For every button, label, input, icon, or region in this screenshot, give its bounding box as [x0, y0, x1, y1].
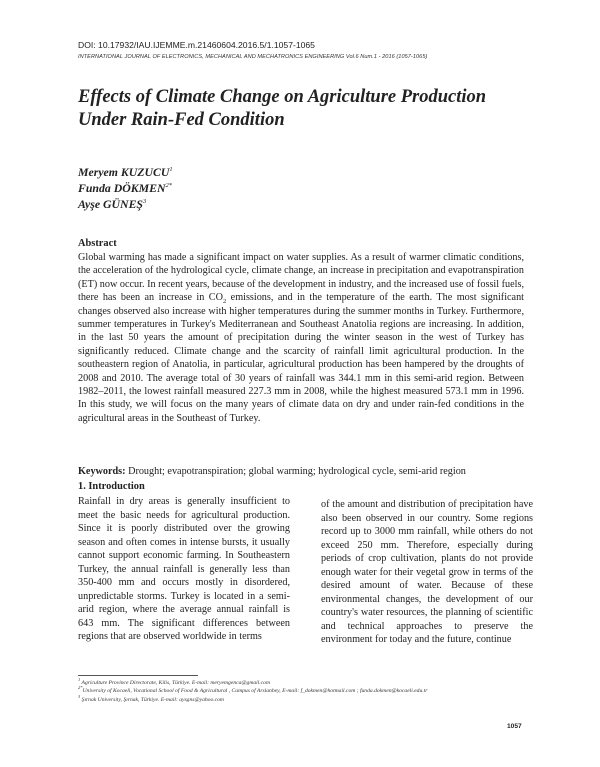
keywords-text: Drought; evapotranspiration; global warming; hydrological cycle, semi-arid region	[125, 466, 466, 477]
keywords-label: Keywords:	[78, 466, 126, 477]
abstract-text: Global warming has made a significant impact on water supplies. As a result of warmer climatic conditions, the acceleration of the hydrological cycle, climate change, an increase in precipitation and evapotranspiration (ET) now occur. In recent years, because of the development in industry, and the increased use of fossil fuels, there has been an increase in $CO_2$ emissions, and in the temperature of the earth. The most significant changes observed also increase with higher temperatures during the summer months in Turkey. Furthermore, summer temperatures in Turkey's Mediterranean and Southeast Anatolia regions are increasing. In addition, in the last 50 years the amount of precipitation during the winter season in the west of Turkey has significantly reduced. Climate change and the scarcity of rainfall limit agricultural production. In the southeastern region of Anatolia, in particular, agricultural production has been hampered by the droughts of 2008 and 2010. The average total of 30 years of rainfall was 344.1 mm in this semi-arid region. Between 1982–2011, the lowest rainfall measured 227.3 mm in 2008, while the highest measured 573.1 mm in 1996. In this study, we will focus on the many years of climate data on dry and under rain-fed conditions in the agricultural areas in the Southeast of Turkey.	[78, 252, 524, 424]
author: Meryem KUZUCU$^1$	[78, 165, 173, 179]
keywords	[78, 466, 528, 477]
author: Ayşe GÜNEŞ$^3$	[78, 197, 147, 211]
footnotes	[78, 679, 528, 704]
body-column-right: of the amount and distribution of precipitation have also been observed in our country. Some regions record up to 3000 mm rainfall, while others do not exceed 250 mm. Therefore, especially during periods of crop cultivation, plants do not provide enough water for their vegetal grow in terms of the desired amount of water. Because of these environmental changes, the development of our country's water resources, the planning of scientific and technical approaches to preserve the environment for today and the future, continue	[321, 499, 533, 645]
author-list	[78, 164, 173, 212]
section-heading: 1. Introduction	[78, 481, 145, 492]
footnote-rule	[78, 675, 198, 676]
body-column-left: Rainfall in dry areas is generally insufficient to meet the basic needs for agricultural production. Since it is poorly distributed over the growing season and often comes in intense bursts, it usually cannot support economic farming. In Southeastern Turkey, the annual rainfall is generally less than 350-400 mm and occurs mostly in disordered, unpredictable storms. Turkey is located in a semi-arid region, where the average annual rainfall is 643 mm. The significant differences between regions that are observed worldwide in terms	[78, 496, 290, 642]
journal-line: INTERNATIONAL JOURNAL OF ELECTRONICS, MECHANICAL AND MECHATRONICS ENGINEERING Vol.6 Num.1 - 2016 (1057-1065)	[78, 54, 428, 60]
footnote: $^1$ Agriculture Province Directorate, Kilis, Türkiye. E-mail: meryemgenca@gmail.com	[78, 677, 270, 686]
footnote: $^{2*}$University of Kocaeli, Vocational School of Food & Agricultural , Campus of Arslanbey, E-mail: f_dokmen@hotmail.com ; funda.dokmen@kocaeli.edu.tr	[78, 685, 428, 695]
abstract-heading: Abstract	[78, 238, 117, 249]
footnote: $^3$ Şırnak University, Şırnak, Türkiye. E-mail: aysgns@yahoo.com	[78, 693, 224, 703]
doi-line: DOI: 10.17932/IAU.IJEMME.m.21460604.2016.5/1.1057-1065	[78, 40, 315, 50]
page-number: 1057	[507, 723, 522, 730]
paper-title: Effects of Climate Change on Agriculture Production Under Rain-Fed Condition	[78, 87, 487, 130]
author: Funda $DÖKMEN^{2*}$	[78, 181, 173, 195]
